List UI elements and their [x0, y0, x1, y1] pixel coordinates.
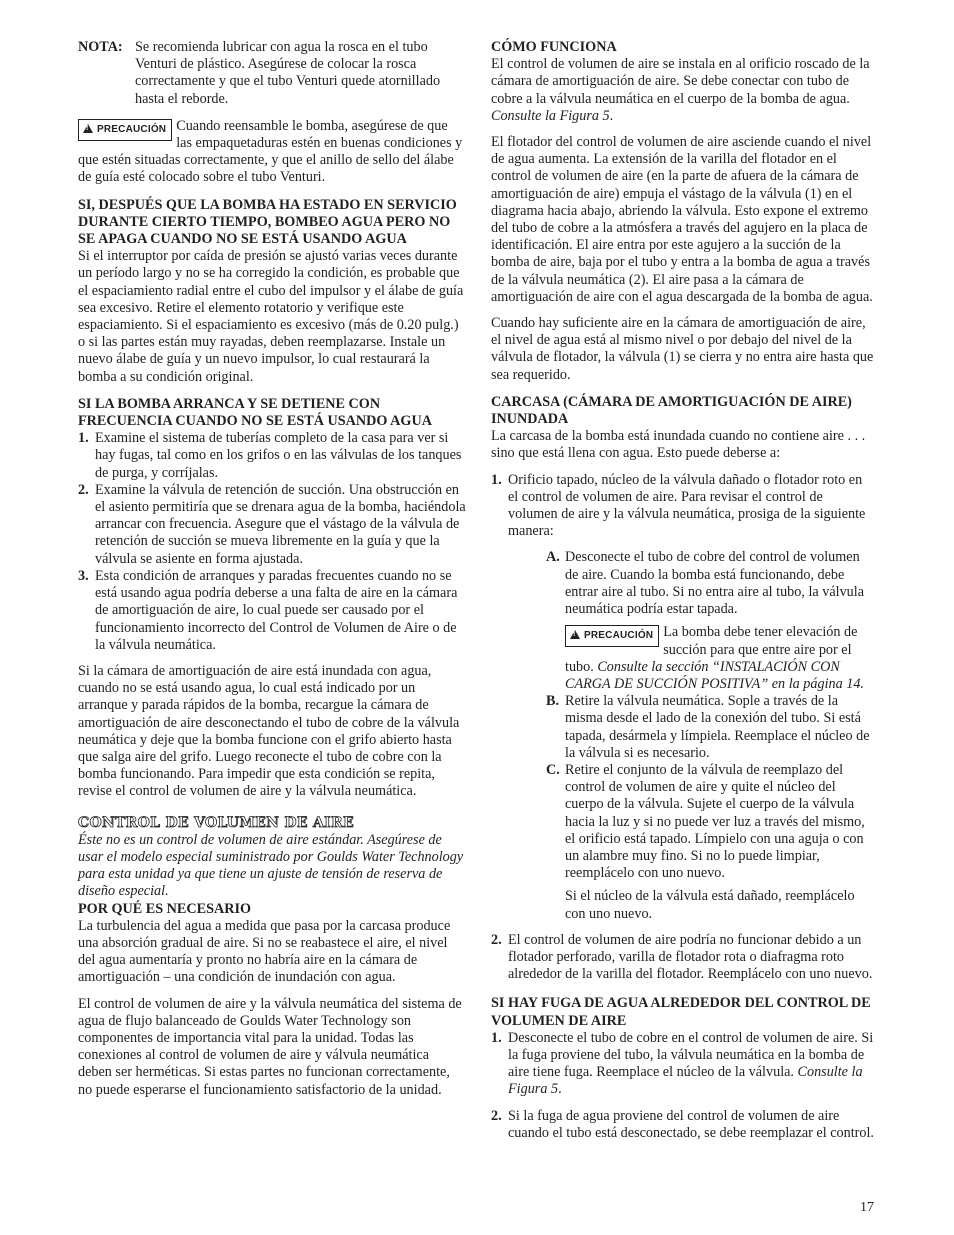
section-frequent-cycling: [78, 396, 466, 801]
section-heading: CÓMO FUNCIONA: [491, 39, 617, 55]
section-not-stopping: [78, 197, 466, 386]
paragraph: Si el interruptor por caída de presión se ajustó varias veces durante un período largo y no se ha corregido la condición, es probable que el espaciamiento radial entre el cubo del impulsor y el álabe de guía sea excesivo. Retire el elemento rotatorio y verifique este espaciamiento. Si el espaciamiento es excesivo (más de 0.20 pulg.) o si las partes están muy rayadas, deben reemplazarse. Instale un nuevo álabe de guía y un nuevo impulsor, lo cual restaurará la bomba a su condición original.: [78, 248, 464, 385]
paragraph-text: El control de volumen de aire se instala en al orificio roscado de la cámara de amortiguación de aire. Se debe conectar con tubo de cobre a la válvula neumática en el cuerpo de la bomba de agua.: [491, 56, 870, 107]
section-heading: CARCASA (CÁMARA DE AMORTIGUACIÓN DE AIRE) INUNDADA: [491, 393, 852, 428]
sub-item-c-extra: [565, 888, 875, 922]
warning-triangle-icon: [570, 630, 580, 639]
caution-label: PRECAUCIÓN: [97, 123, 167, 135]
warning-triangle-icon: [83, 124, 93, 133]
section-heading: SI HAY FUGA DE AGUA ALREDEDOR DEL CONTROL DE VOLUMEN DE AIRE: [491, 995, 871, 1029]
caution-block: [78, 118, 466, 187]
list-text: Si la fuga de agua proviene del control de volumen de aire cuando el tubo está desconectado, se debe reemplazar el control.: [508, 1107, 874, 1141]
list-item: [78, 568, 466, 654]
list-number: 2.: [491, 1107, 502, 1124]
section-heading: SI, DESPUÉS QUE LA BOMBA HA ESTADO EN SERVICIO DURANTE CIERTO TIEMPO, BOMBEO AGUA PERO NO SE APAGA CUANDO NO SE ESTÁ USANDO AGUA: [78, 196, 457, 248]
caution-label: PRECAUCIÓN: [584, 630, 654, 642]
sub-item-b: [546, 693, 875, 762]
caution-badge: [565, 625, 659, 647]
list-number: 2.: [491, 931, 502, 948]
figure-reference: Consulte la Figura 5: [491, 107, 610, 124]
caution-text: Cuando reensamble le bomba, asegúrese de que las empaquetaduras estén en buenas condiciones y que estén situadas correctamente, y que el anillo de sello del álabe de guía esté colocado sobre el tubo Venturi.: [78, 117, 463, 186]
sub-text: Retire la válvula neumática. Sople a través de la misma desde el lado de la conexión del tubo. Si está tapada, desármela y límpiela. Reemplace el núcleo de la válvula si es necesario.: [565, 693, 870, 761]
paragraph: Cuando hay suficiente aire en la cámara de amortiguación de aire, el nivel de agua está al mismo nivel o por debajo del nivel de la válvula de flotador, la válvula (1) se cierra y no entra aire hasta que sea requerido.: [491, 315, 874, 383]
section-heading: SI LA BOMBA ARRANCA Y SE DETIENE CON FRECUENCIA CUANDO NO SE ESTÁ USANDO AGUA: [78, 395, 432, 430]
caution-badge: [78, 119, 172, 141]
paragraph: La turbulencia del agua a medida que pasa por la carcasa produce una absorción gradual de aire. Si no se reabastece el aire, el nivel del agua aumentaría y pronto no habría aire en la cámara de amortiguación – una condición de inundación con agua.: [78, 917, 451, 986]
paragraph: El control de volumen de aire se instala en al orificio roscado de la cámara de amortiguación de aire. Se debe conectar con tubo de cobre a la válvula neumática en el cuerpo de la bomba de agua. Consulte la Figura 5.: [491, 56, 870, 124]
right-column: [491, 39, 875, 1142]
page-number: 17: [860, 1200, 874, 1215]
paragraph-text: Si el núcleo de la válvula está dañado, reemplácelo con uno nuevo.: [565, 888, 855, 922]
list-text: Examine la válvula de retención de succión. Una obstrucción en el asiento permitiría que se drenara agua de la bomba, haciéndola arrancar con frecuencia. Asegure que el vástago de la válvula de retención de succión se mueva libremente en la guía y que la válvula se asiente en forma ajustada.: [95, 481, 466, 567]
sub-letter: B.: [546, 693, 560, 710]
section-leak: [491, 995, 875, 1142]
section-how-it-works: [491, 39, 875, 384]
paragraph: Si la cámara de amortiguación de aire está inundada con agua, cuando no se está usando agua, lo cual está indicado por un arranque y parada rápidos de la bomba, recargue la cámara de amortiguación de aire desconectando el tubo de cobre de la válvula neumática y deje que la bomba funcione con el grifo abierto hasta que salga aire del grifo. Luego reconecte el tubo de cobre con la bomba funcionando. Para impedir que esta condición se repita, revise el control de volumen de aire y la válvula neumática.: [78, 662, 460, 800]
list-item: [78, 430, 466, 482]
left-column: [78, 39, 466, 1108]
note-block: [78, 39, 466, 108]
section-air-volume-control: [78, 815, 466, 1099]
note-label: NOTA:: [78, 39, 123, 55]
list-item: [491, 1108, 875, 1142]
list-text: Examine el sistema de tuberías completo de la casa para ver si hay fugas, tal como en los grifos o en las válvulas de los tanques de purga, y corríjalas.: [95, 430, 462, 481]
list-number: 2.: [78, 481, 89, 498]
italic-note-text: Éste no es un control de volumen de aire estándar. Asegúrese de usar el modelo especial suministrado por Goulds Water Technology para esta unidad ya que tiene un ajuste de tensión de reserva de diseño especial.: [78, 831, 464, 900]
list-number: 1.: [491, 471, 502, 488]
caution-block: [565, 624, 875, 693]
sub-item-c: [546, 762, 875, 882]
list-text: Desconecte el tubo de cobre en el control de volumen de aire. Si la fuga proviene del tubo, la válvula neumática en la bomba de aire tiene fuga. Reemplace el núcleo de la válvula. Consulte la Figura 5.: [508, 1029, 874, 1098]
section-title: CONTROL DE VOLUMEN DE AIRE: [78, 814, 354, 831]
list-text: El control de volumen de aire podría no funcionar debido a un flotador perforado, varilla de flotador rota o diafragma roto alrededor de la varilla del flotador. Reemplácelo con uno nuevo.: [508, 931, 873, 983]
figure-reference: Consulte la Figura 5: [508, 1064, 863, 1098]
note-text: Se recomienda lubricar con agua la rosca en el tubo Venturi de plástico. Asegúrese de colocar la rosca correctamente y que el tubo Venturi quede atornillado hasta el reborde.: [135, 39, 441, 107]
list-text: Orificio tapado, núcleo de la válvula dañado o flotador roto en el control de volumen de aire. Para revisar el control de volumen de aire y la válvula neumática, prosiga de la siguiente manera:: [508, 471, 866, 540]
paragraph: El flotador del control de volumen de aire asciende cuando el nivel de agua aumenta. La extensión de la varilla del flotador en el control de volumen de aire (en la parte de afuera de la cámara de amortiguación de aire) empuja el vástago de la válvula (1) en el diagrama hacia abajo, abriendo la válvula. Esto expone el extremo del tubo de cobre a la atmósfera a través del agujero en la placa de identificación. El aire entra por este agujero a la succión de la bomba de aire, baja por el tubo y entra a la bomba de agua a través de la válvula neumática (2). El aire pasa a la cámara de amortiguación de aire con el agua descargada de la bomba de agua.: [491, 134, 873, 305]
list-text: Esta condición de arranques y paradas frecuentes cuando no se está usando agua podría deberse a una falta de aire en la cámara de amortiguación de aire, lo cual puede ser causado por el funcionamiento incorrecto del Control de Volumen de Aire o de la válvula neumática.: [95, 567, 458, 653]
list-item: [491, 932, 875, 984]
list-item: [78, 482, 466, 568]
italic-note: [78, 832, 466, 901]
caution-reference: Consulte la sección “INSTALACIÓN CON CARGA DE SUCCIÓN POSITIVA” en la página 14.: [565, 658, 864, 692]
list-item: [491, 1030, 875, 1099]
section-flooded-casing: [491, 394, 875, 984]
list-number: 3.: [78, 567, 89, 584]
paragraph: La carcasa de la bomba está inundada cuando no contiene aire . . . sino que está llena con agua. Esto puede deberse a:: [491, 428, 866, 462]
sub-letter: C.: [546, 761, 560, 778]
paragraph: El control de volumen de aire y la válvula neumática del sistema de agua de flujo balanceado de Goulds Water Technology son componentes de importancia vital para la unidad. Todas las conexiones al control de volumen de aire y válvula neumática deben ser herméticas. Si estas partes no funcionan correctamente, no puede esperarse el funcionamiento satisfactorio de la unidad.: [78, 995, 462, 1098]
list-item: [491, 472, 875, 541]
list-number: 1.: [78, 430, 89, 447]
section-heading: POR QUÉ ES NECESARIO: [78, 900, 252, 917]
sub-text: Retire el conjunto de la válvula de reemplazo del control de volumen de aire y quite el núcleo del cuerpo de la válvula. Sujete el cuerpo de la válvula hacia la luz y si no puede ver luz a través del mismo, el orificio está tapado. Límpielo con una aguja o con un alambre muy fino. Si no lo puede limpiar, reemplácelo con uno nuevo.: [565, 761, 865, 882]
sub-item-a: [546, 549, 875, 618]
sub-letter: A.: [546, 549, 560, 566]
sub-text: Desconecte el tubo de cobre del control de volumen de aire. Cuando la bomba está funcionando, debe entrar aire al tubo. Si no entra aire al tubo, la válvula neumática podría estar tapada.: [565, 549, 865, 618]
list-number: 1.: [491, 1029, 502, 1046]
caution-text: La bomba debe tener elevación de succión para que entre aire por el tubo.: [565, 624, 858, 675]
list-text-main: Desconecte el tubo de cobre en el control de volumen de aire. Si la fuga proviene del tubo, la válvula neumática en la bomba de aire tiene fuga. Reemplace el núcleo de la válvula.: [508, 1029, 874, 1081]
